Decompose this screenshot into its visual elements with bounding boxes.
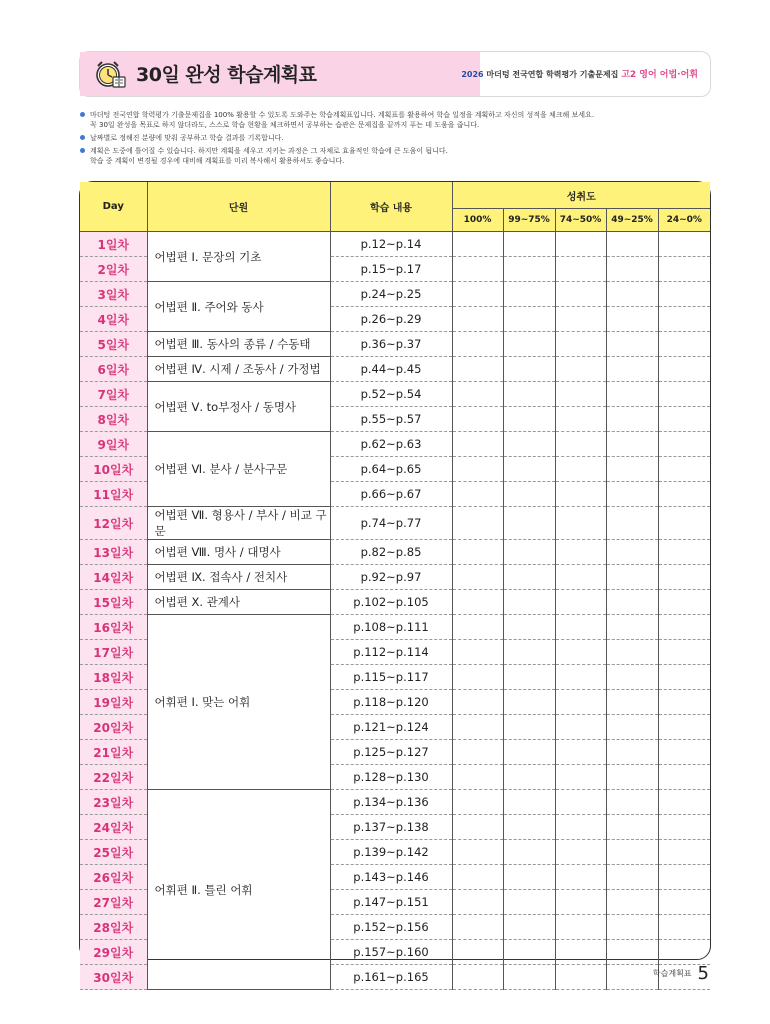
achievement-checkbox-cell[interactable]: [503, 815, 555, 840]
pages-cell: p.15~p.17: [330, 257, 452, 282]
unit-cell: 어휘편 Ⅱ. 틀린 어휘: [147, 790, 330, 990]
achievement-checkbox-cell[interactable]: [452, 432, 503, 457]
day-cell: 18일차: [80, 665, 147, 690]
achievement-checkbox-cell[interactable]: [503, 790, 555, 815]
achievement-checkbox-cell[interactable]: [503, 715, 555, 740]
table-row: [80, 590, 710, 615]
achievement-checkbox-cell[interactable]: [606, 407, 658, 432]
day-cell: 17일차: [80, 640, 147, 665]
achievement-checkbox-cell[interactable]: [452, 890, 503, 915]
achievement-checkbox-cell[interactable]: [606, 765, 658, 790]
pages-cell: p.118~p.120: [330, 690, 452, 715]
unit-cell: 어법편 Ⅶ. 형용사 / 부사 / 비교 구문: [147, 507, 330, 540]
achievement-checkbox-cell[interactable]: [658, 432, 710, 457]
achievement-checkbox-cell[interactable]: [555, 540, 606, 565]
achievement-checkbox-cell[interactable]: [452, 940, 503, 965]
achievement-checkbox-cell[interactable]: [555, 890, 606, 915]
pages-cell: p.102~p.105: [330, 590, 452, 615]
day-cell: 25일차: [80, 840, 147, 865]
day-cell: 16일차: [80, 615, 147, 640]
achievement-checkbox-cell[interactable]: [452, 232, 503, 257]
achievement-checkbox-cell[interactable]: [452, 865, 503, 890]
achievement-checkbox-cell[interactable]: [555, 790, 606, 815]
achievement-checkbox-cell[interactable]: [452, 915, 503, 940]
achievement-checkbox-cell[interactable]: [503, 432, 555, 457]
achievement-checkbox-cell[interactable]: [503, 965, 555, 990]
header-day: Day: [80, 182, 147, 232]
achievement-checkbox-cell[interactable]: [606, 815, 658, 840]
bullet-icon: [80, 135, 85, 140]
pages-cell: p.128~p.130: [330, 765, 452, 790]
instruction-line: 날짜별로 정해진 분량에 맞춰 공부하고 학습 결과를 기록합니다.: [90, 134, 284, 142]
achievement-checkbox-cell[interactable]: [658, 840, 710, 865]
achievement-checkbox-cell[interactable]: [555, 307, 606, 332]
achievement-checkbox-cell[interactable]: [503, 282, 555, 307]
achievement-checkbox-cell[interactable]: [658, 382, 710, 407]
achievement-checkbox-cell[interactable]: [452, 590, 503, 615]
achievement-checkbox-cell[interactable]: [606, 590, 658, 615]
achievement-checkbox-cell[interactable]: [606, 865, 658, 890]
instruction-line: 학습 중 계획이 변경될 경우에 대비해 계획표를 미리 복사해서 활용하셔도 좋습니다.: [90, 157, 345, 165]
achievement-checkbox-cell[interactable]: [606, 332, 658, 357]
unit-cell: 어법편 Ⅱ. 주어와 동사: [147, 282, 330, 332]
achievement-checkbox-cell[interactable]: [452, 665, 503, 690]
achievement-checkbox-cell[interactable]: [503, 540, 555, 565]
pages-cell: p.24~p.25: [330, 282, 452, 307]
header-unit: 단원: [147, 182, 330, 232]
achievement-checkbox-cell[interactable]: [606, 232, 658, 257]
pages-cell: p.112~p.114: [330, 640, 452, 665]
achievement-checkbox-cell[interactable]: [555, 590, 606, 615]
achievement-checkbox-cell[interactable]: [606, 965, 658, 990]
achievement-checkbox-cell[interactable]: [606, 357, 658, 382]
pages-cell: p.139~p.142: [330, 840, 452, 865]
table-row: [80, 357, 710, 382]
achievement-checkbox-cell[interactable]: [658, 457, 710, 482]
day-cell: 4일차: [80, 307, 147, 332]
day-cell: 19일차: [80, 690, 147, 715]
instructions: [79, 110, 719, 169]
achievement-checkbox-cell[interactable]: [503, 665, 555, 690]
achievement-checkbox-cell[interactable]: [555, 690, 606, 715]
pages-cell: p.36~p.37: [330, 332, 452, 357]
pages-cell: p.82~p.85: [330, 540, 452, 565]
achievement-checkbox-cell[interactable]: [606, 432, 658, 457]
achievement-checkbox-cell[interactable]: [658, 740, 710, 765]
footer-label: 학습계획표: [652, 969, 692, 978]
achievement-checkbox-cell[interactable]: [555, 432, 606, 457]
achievement-checkbox-cell[interactable]: [555, 565, 606, 590]
header-content: 학습 내용: [330, 182, 452, 232]
achievement-checkbox-cell[interactable]: [606, 257, 658, 282]
achievement-checkbox-cell[interactable]: [555, 765, 606, 790]
pages-cell: p.55~p.57: [330, 407, 452, 432]
unit-cell: 어법편 Ⅹ. 관계사: [147, 590, 330, 615]
day-cell: 8일차: [80, 407, 147, 432]
day-cell: 9일차: [80, 432, 147, 457]
page-header: [79, 51, 711, 97]
achievement-checkbox-cell[interactable]: [503, 915, 555, 940]
series-year: 2026: [461, 70, 484, 79]
unit-cell: 어법편 Ⅸ. 접속사 / 전치사: [147, 565, 330, 590]
achievement-checkbox-cell[interactable]: [555, 407, 606, 432]
pages-cell: p.134~p.136: [330, 790, 452, 815]
achievement-checkbox-cell[interactable]: [658, 307, 710, 332]
achievement-checkbox-cell[interactable]: [452, 640, 503, 665]
instruction-item: [79, 110, 719, 130]
achievement-checkbox-cell[interactable]: [606, 915, 658, 940]
achievement-checkbox-cell[interactable]: [452, 257, 503, 282]
instruction-item: [79, 146, 719, 166]
achievement-checkbox-cell[interactable]: [503, 332, 555, 357]
pages-cell: p.12~p.14: [330, 232, 452, 257]
day-cell: 30일차: [80, 965, 147, 990]
achievement-checkbox-cell[interactable]: [606, 790, 658, 815]
achievement-checkbox-cell[interactable]: [452, 457, 503, 482]
table-row: [80, 540, 710, 565]
achievement-checkbox-cell[interactable]: [555, 382, 606, 407]
achievement-checkbox-cell[interactable]: [555, 457, 606, 482]
achievement-checkbox-cell[interactable]: [503, 765, 555, 790]
pages-cell: p.137~p.138: [330, 815, 452, 840]
achievement-checkbox-cell[interactable]: [658, 482, 710, 507]
pages-cell: p.66~p.67: [330, 482, 452, 507]
instruction-line: 꼭 30일 완성을 목표로 하지 않더라도, 스스로 학습 현황을 체크하면서 공부하는 습관은 문제집을 끝까지 푸는 데 도움을 줍니다.: [90, 121, 480, 129]
achievement-checkbox-cell[interactable]: [555, 282, 606, 307]
achievement-checkbox-cell[interactable]: [555, 865, 606, 890]
series-highlight: 고2 영어 어법·어휘: [621, 70, 698, 80]
page-title: 30일 완성 학습계획표: [136, 64, 317, 86]
achievement-checkbox-cell[interactable]: [452, 482, 503, 507]
achievement-checkbox-cell[interactable]: [452, 790, 503, 815]
achievement-checkbox-cell[interactable]: [658, 690, 710, 715]
achievement-checkbox-cell[interactable]: [606, 282, 658, 307]
pages-cell: p.161~p.165: [330, 965, 452, 990]
achievement-checkbox-cell[interactable]: [452, 740, 503, 765]
achievement-checkbox-cell[interactable]: [452, 540, 503, 565]
achievement-checkbox-cell[interactable]: [606, 940, 658, 965]
achievement-checkbox-cell[interactable]: [606, 665, 658, 690]
header-ach-level: 99~75%: [503, 209, 555, 232]
achievement-checkbox-cell[interactable]: [503, 565, 555, 590]
achievement-checkbox-cell[interactable]: [555, 965, 606, 990]
pages-cell: p.44~p.45: [330, 357, 452, 382]
page-number: 5: [697, 963, 709, 984]
achievement-checkbox-cell[interactable]: [452, 615, 503, 640]
day-cell: 2일차: [80, 257, 147, 282]
achievement-checkbox-cell[interactable]: [452, 507, 503, 540]
achievement-checkbox-cell[interactable]: [606, 715, 658, 740]
achievement-checkbox-cell[interactable]: [555, 665, 606, 690]
day-cell: 29일차: [80, 940, 147, 965]
day-cell: 22일차: [80, 765, 147, 790]
achievement-checkbox-cell[interactable]: [658, 357, 710, 382]
unit-cell: 어법편 Ⅵ. 분사 / 분사구문: [147, 432, 330, 507]
header-ach-level: 100%: [452, 209, 503, 232]
achievement-checkbox-cell[interactable]: [658, 715, 710, 740]
achievement-checkbox-cell[interactable]: [503, 840, 555, 865]
achievement-checkbox-cell[interactable]: [606, 615, 658, 640]
day-cell: 13일차: [80, 540, 147, 565]
achievement-checkbox-cell[interactable]: [658, 232, 710, 257]
table-row: [80, 282, 710, 307]
page-footer: [653, 963, 709, 984]
pages-cell: p.152~p.156: [330, 915, 452, 940]
achievement-checkbox-cell[interactable]: [503, 457, 555, 482]
achievement-checkbox-cell[interactable]: [555, 915, 606, 940]
pages-cell: p.64~p.65: [330, 457, 452, 482]
achievement-checkbox-cell[interactable]: [606, 890, 658, 915]
achievement-checkbox-cell[interactable]: [503, 590, 555, 615]
pages-cell: p.143~p.146: [330, 865, 452, 890]
achievement-checkbox-cell[interactable]: [503, 257, 555, 282]
achievement-checkbox-cell[interactable]: [503, 407, 555, 432]
header-ach-level: 74~50%: [555, 209, 606, 232]
achievement-checkbox-cell[interactable]: [452, 282, 503, 307]
unit-cell: 어법편 Ⅷ. 명사 / 대명사: [147, 540, 330, 565]
instruction-item: [79, 133, 719, 143]
day-cell: 11일차: [80, 482, 147, 507]
achievement-checkbox-cell[interactable]: [555, 615, 606, 640]
achievement-checkbox-cell[interactable]: [555, 357, 606, 382]
unit-cell: 어휘편 Ⅰ. 맞는 어휘: [147, 615, 330, 790]
unit-cell: 어법편 Ⅰ. 문장의 기초: [147, 232, 330, 282]
day-cell: 20일차: [80, 715, 147, 740]
achievement-checkbox-cell[interactable]: [658, 790, 710, 815]
day-cell: 12일차: [80, 507, 147, 540]
day-cell: 7일차: [80, 382, 147, 407]
achievement-checkbox-cell[interactable]: [503, 865, 555, 890]
achievement-checkbox-cell[interactable]: [658, 507, 710, 540]
pages-cell: p.62~p.63: [330, 432, 452, 457]
header-ach-level: 24~0%: [658, 209, 710, 232]
achievement-checkbox-cell[interactable]: [452, 840, 503, 865]
achievement-checkbox-cell[interactable]: [658, 765, 710, 790]
achievement-checkbox-cell[interactable]: [606, 640, 658, 665]
pages-cell: p.115~p.117: [330, 665, 452, 690]
achievement-checkbox-cell[interactable]: [658, 407, 710, 432]
achievement-checkbox-cell[interactable]: [452, 815, 503, 840]
pages-cell: p.26~p.29: [330, 307, 452, 332]
day-cell: 27일차: [80, 890, 147, 915]
achievement-checkbox-cell[interactable]: [452, 765, 503, 790]
achievement-checkbox-cell[interactable]: [658, 590, 710, 615]
day-cell: 14일차: [80, 565, 147, 590]
pages-cell: p.92~p.97: [330, 565, 452, 590]
achievement-checkbox-cell[interactable]: [658, 865, 710, 890]
achievement-checkbox-cell[interactable]: [658, 540, 710, 565]
achievement-checkbox-cell[interactable]: [503, 740, 555, 765]
achievement-checkbox-cell[interactable]: [503, 940, 555, 965]
achievement-checkbox-cell[interactable]: [606, 457, 658, 482]
achievement-checkbox-cell[interactable]: [503, 890, 555, 915]
achievement-checkbox-cell[interactable]: [606, 740, 658, 765]
day-cell: 24일차: [80, 815, 147, 840]
table-row: [80, 432, 710, 457]
unit-cell: 어법편 Ⅳ. 시제 / 조동사 / 가정법: [147, 357, 330, 382]
achievement-checkbox-cell[interactable]: [503, 307, 555, 332]
achievement-checkbox-cell[interactable]: [658, 640, 710, 665]
pages-cell: p.52~p.54: [330, 382, 452, 407]
achievement-checkbox-cell[interactable]: [555, 232, 606, 257]
achievement-checkbox-cell[interactable]: [452, 407, 503, 432]
achievement-checkbox-cell[interactable]: [658, 282, 710, 307]
day-cell: 5일차: [80, 332, 147, 357]
instruction-line: 마더텅 전국연합 학력평가 기출문제집을 100% 활용할 수 있도록 도와주는 학습계획표입니다. 계획표를 활용하여 학습 일정을 계획하고 자신의 성적을 체크해 보세요.: [90, 111, 595, 119]
day-cell: 28일차: [80, 915, 147, 940]
day-cell: 3일차: [80, 282, 147, 307]
achievement-checkbox-cell[interactable]: [555, 840, 606, 865]
pages-cell: p.147~p.151: [330, 890, 452, 915]
achievement-checkbox-cell[interactable]: [503, 690, 555, 715]
achievement-checkbox-cell[interactable]: [503, 640, 555, 665]
achievement-checkbox-cell[interactable]: [452, 965, 503, 990]
series-text: 마더텅 전국연합 학력평가 기출문제집: [486, 70, 619, 79]
table-row: [80, 507, 710, 540]
unit-cell: 어법편 Ⅴ. to부정사 / 동명사: [147, 382, 330, 432]
pages-cell: p.157~p.160: [330, 940, 452, 965]
unit-cell: 어법편 Ⅲ. 동사의 종류 / 수동태: [147, 332, 330, 357]
achievement-checkbox-cell[interactable]: [555, 640, 606, 665]
achievement-checkbox-cell[interactable]: [503, 482, 555, 507]
achievement-checkbox-cell[interactable]: [452, 357, 503, 382]
day-cell: 1일차: [80, 232, 147, 257]
achievement-checkbox-cell[interactable]: [503, 507, 555, 540]
pages-cell: p.108~p.111: [330, 615, 452, 640]
achievement-checkbox-cell[interactable]: [452, 690, 503, 715]
achievement-checkbox-cell[interactable]: [658, 940, 710, 965]
achievement-checkbox-cell[interactable]: [452, 332, 503, 357]
achievement-checkbox-cell[interactable]: [452, 715, 503, 740]
day-cell: 21일차: [80, 740, 147, 765]
day-cell: 6일차: [80, 357, 147, 382]
table-row: [80, 790, 710, 815]
achievement-checkbox-cell[interactable]: [452, 382, 503, 407]
pages-cell: p.125~p.127: [330, 740, 452, 765]
table-row: [80, 232, 710, 257]
achievement-checkbox-cell[interactable]: [606, 690, 658, 715]
achievement-checkbox-cell[interactable]: [555, 257, 606, 282]
achievement-checkbox-cell[interactable]: [606, 540, 658, 565]
instruction-line: 계획은 도중에 틀어질 수 있습니다. 하지만 계획을 세우고 지키는 과정은 그 자체로 효율적인 학습에 큰 도움이 됩니다.: [90, 147, 448, 155]
achievement-checkbox-cell[interactable]: [658, 615, 710, 640]
achievement-checkbox-cell[interactable]: [606, 482, 658, 507]
achievement-checkbox-cell[interactable]: [658, 915, 710, 940]
achievement-checkbox-cell[interactable]: [452, 565, 503, 590]
day-cell: 15일차: [80, 590, 147, 615]
achievement-checkbox-cell[interactable]: [503, 615, 555, 640]
achievement-checkbox-cell[interactable]: [555, 815, 606, 840]
pages-cell: p.121~p.124: [330, 715, 452, 740]
achievement-checkbox-cell[interactable]: [555, 482, 606, 507]
achievement-checkbox-cell[interactable]: [555, 507, 606, 540]
achievement-checkbox-cell[interactable]: [606, 307, 658, 332]
achievement-checkbox-cell[interactable]: [658, 815, 710, 840]
achievement-checkbox-cell[interactable]: [606, 565, 658, 590]
table-row: [80, 565, 710, 590]
bullet-icon: [80, 148, 85, 153]
bullet-icon: [80, 112, 85, 117]
achievement-checkbox-cell[interactable]: [606, 382, 658, 407]
table-row: [80, 382, 710, 407]
series-label: [461, 67, 698, 80]
achievement-checkbox-cell[interactable]: [555, 332, 606, 357]
achievement-checkbox-cell[interactable]: [555, 715, 606, 740]
achievement-checkbox-cell[interactable]: [452, 307, 503, 332]
alarm-clock-book-icon: [94, 58, 126, 90]
achievement-checkbox-cell[interactable]: [658, 257, 710, 282]
table-row: [80, 615, 710, 640]
achievement-checkbox-cell[interactable]: [503, 357, 555, 382]
pages-cell: p.74~p.77: [330, 507, 452, 540]
day-cell: 10일차: [80, 457, 147, 482]
achievement-checkbox-cell[interactable]: [555, 740, 606, 765]
achievement-checkbox-cell[interactable]: [658, 890, 710, 915]
header-achievement: 성취도: [452, 182, 710, 209]
table-row: [80, 332, 710, 357]
day-cell: 23일차: [80, 790, 147, 815]
day-cell: 26일차: [80, 865, 147, 890]
achievement-checkbox-cell[interactable]: [606, 507, 658, 540]
achievement-checkbox-cell[interactable]: [503, 382, 555, 407]
achievement-checkbox-cell[interactable]: [555, 940, 606, 965]
header-ach-level: 49~25%: [606, 209, 658, 232]
achievement-checkbox-cell[interactable]: [658, 565, 710, 590]
achievement-checkbox-cell[interactable]: [658, 332, 710, 357]
achievement-checkbox-cell[interactable]: [503, 232, 555, 257]
achievement-checkbox-cell[interactable]: [606, 840, 658, 865]
achievement-checkbox-cell[interactable]: [658, 665, 710, 690]
